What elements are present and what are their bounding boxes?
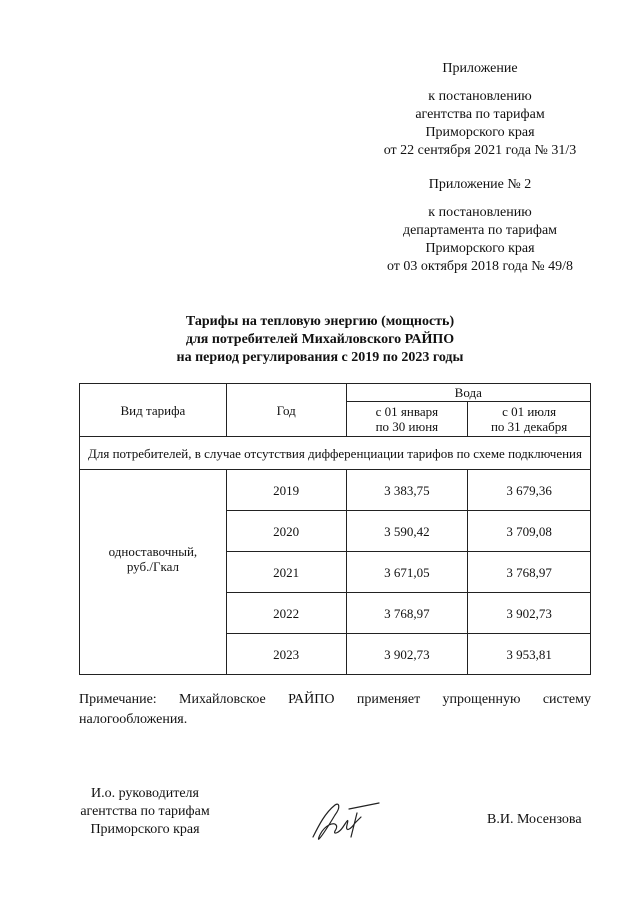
- tariff-first-half-cell: 3 671,05: [346, 552, 468, 593]
- tariff-second-half-cell: 3 709,08: [468, 511, 591, 552]
- appendix-label: Приложение: [442, 61, 518, 76]
- tariff-name-line: одноставочный,: [108, 544, 198, 559]
- tariff-second-half-cell: 3 953,81: [468, 634, 591, 675]
- year-cell: 2021: [226, 552, 346, 593]
- title-line: на период регулирования с 2019 по 2023 годы: [176, 350, 464, 365]
- header-first-half: [346, 402, 468, 437]
- header-water: Вода: [346, 384, 591, 402]
- appendix-ref-line: агентства по тарифам: [415, 107, 545, 122]
- signatory-position-line: И.о. руководителя: [90, 786, 199, 801]
- signatory-name: В.И. Мосензова: [487, 812, 582, 827]
- table-row: [80, 470, 591, 511]
- year-cell: 2023: [226, 634, 346, 675]
- tariff-name-cell: [80, 470, 227, 675]
- note-paragraph: [79, 690, 591, 730]
- year-cell: 2022: [226, 593, 346, 634]
- appendix-header-original: [360, 176, 600, 276]
- signatory-position: [65, 785, 225, 839]
- section-title: Для потребителей, в случае отсутствия дифференциации тарифов по схеме подключения: [80, 437, 591, 470]
- header-first-half-line: по 30 июня: [375, 419, 439, 434]
- tariff-name-line: руб./Гкал: [126, 559, 179, 574]
- year-cell: 2020: [226, 511, 346, 552]
- tariff-table: [79, 383, 591, 675]
- note-word: РАЙПО: [288, 692, 335, 707]
- tariff-second-half-cell: 3 679,36: [468, 470, 591, 511]
- tariff-first-half-cell: 3 590,42: [346, 511, 468, 552]
- header-tariff-type: Вид тарифа: [80, 384, 227, 437]
- appendix-ref-line: Приморского края: [425, 125, 535, 140]
- note-line: налогообложения.: [79, 712, 188, 727]
- title-line: для потребителей Михайловского РАЙПО: [185, 332, 455, 347]
- header-second-half-line: с 01 июля: [502, 404, 557, 419]
- appendix-ref-line: от 22 сентября 2021 года № 31/3: [383, 143, 577, 158]
- note-word: Примечание:: [79, 692, 157, 707]
- appendix-label: Приложение № 2: [428, 177, 532, 192]
- appendix-ref-line: к постановлению: [428, 89, 532, 104]
- header-row: [80, 384, 591, 402]
- header-second-half-line: по 31 декабря: [490, 419, 568, 434]
- note-word: упрощенную: [442, 692, 521, 707]
- tariff-first-half-cell: 3 383,75: [346, 470, 468, 511]
- section-row: [80, 437, 591, 470]
- tariff-first-half-cell: 3 902,73: [346, 634, 468, 675]
- title-line: Тарифы на тепловую энергию (мощность): [185, 314, 455, 329]
- note-word: Михайловское: [179, 692, 266, 707]
- note-word: систему: [542, 692, 591, 707]
- document-title: [120, 313, 520, 367]
- signatory-position-line: агентства по тарифам: [80, 804, 210, 819]
- handwritten-signature: [305, 795, 385, 845]
- header-year: Год: [226, 384, 346, 437]
- appendix-header-current: [360, 60, 600, 160]
- note-line: [79, 690, 591, 710]
- appendix-ref-line: Приморского края: [425, 241, 535, 256]
- appendix-ref-line: департамента по тарифам: [402, 223, 558, 238]
- header-first-half-line: с 01 января: [375, 404, 439, 419]
- header-second-half: [468, 402, 591, 437]
- appendix-ref-line: к постановлению: [428, 205, 532, 220]
- signatory-position-line: Приморского края: [90, 822, 200, 837]
- tariff-first-half-cell: 3 768,97: [346, 593, 468, 634]
- appendix-ref-line: от 03 октября 2018 года № 49/8: [386, 259, 574, 274]
- note-word: применяет: [356, 692, 421, 707]
- tariff-second-half-cell: 3 902,73: [468, 593, 591, 634]
- year-cell: 2019: [226, 470, 346, 511]
- tariff-second-half-cell: 3 768,97: [468, 552, 591, 593]
